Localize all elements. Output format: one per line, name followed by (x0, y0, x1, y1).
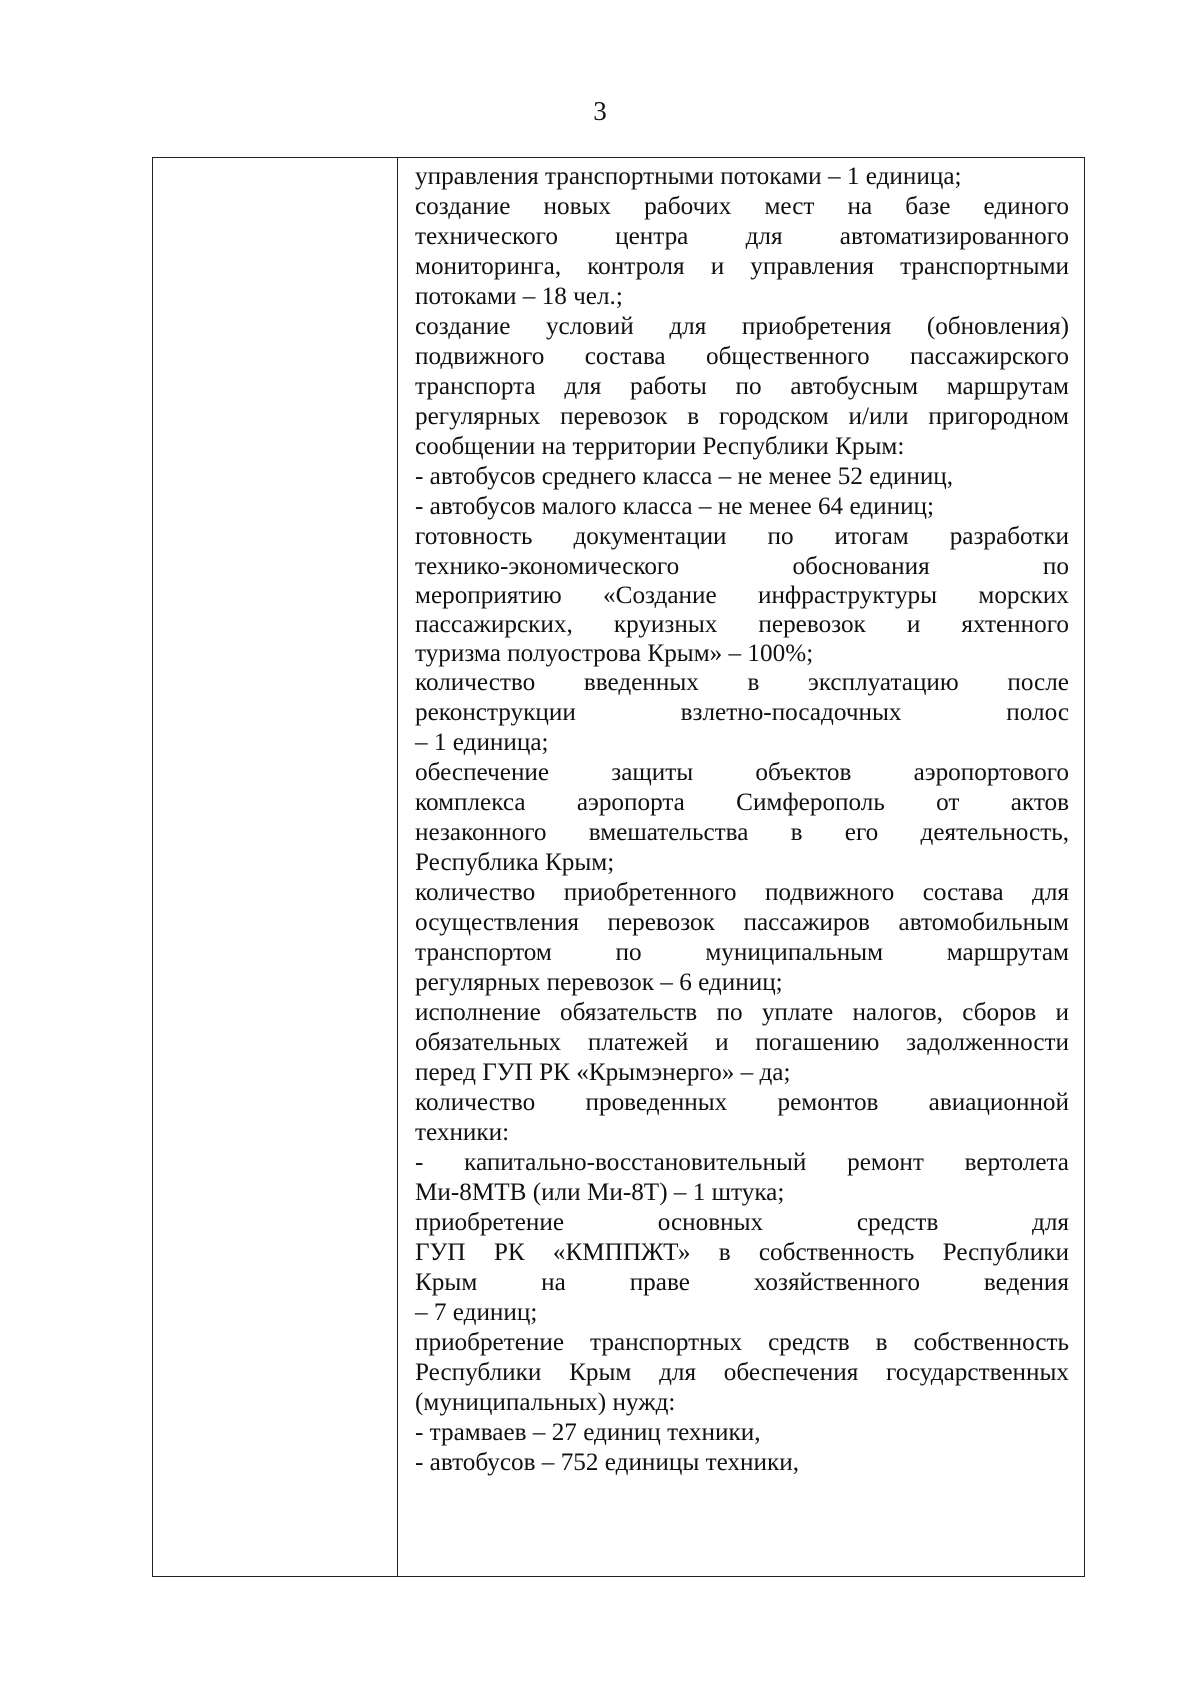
page-number: 3 (593, 96, 607, 126)
text-line: сообщении на территории Республики Крым: (415, 433, 905, 460)
text-line: комплекса аэропорта Симферополь от актов (415, 789, 1069, 816)
text-line: исполнение обязательств по уплате налогов, сборов и (415, 999, 1069, 1026)
text-line: мероприятию «Создание инфраструктуры морских (415, 582, 1069, 609)
text-line: транспорта для работы по автобусным маршрутам (415, 373, 1069, 400)
text-line: пассажирских, круизных перевозок и яхтенного (415, 611, 1069, 638)
text-line: технико-экономического обоснования по (415, 553, 1069, 580)
text-line: - автобусов – 752 единицы техники, (415, 1449, 799, 1476)
text-line: регулярных перевозок в городском и/или пригородном (415, 403, 1069, 430)
text-line: - трамваев – 27 единиц техники, (415, 1419, 761, 1446)
text-line: Республика Крым; (415, 849, 615, 876)
text-line: транспортом по муниципальным маршрутам (415, 939, 1069, 966)
text-line: управления транспортными потоками – 1 единица; (415, 163, 962, 190)
text-line: - капитально-восстановительный ремонт вертолета (415, 1149, 1069, 1176)
text-line: (муниципальных) нужд: (415, 1389, 676, 1416)
text-line: потоками – 18 чел.; (415, 283, 623, 310)
text-line: создание новых рабочих мест на базе единого (415, 193, 1069, 220)
text-line: регулярных перевозок – 6 единиц; (415, 969, 783, 996)
text-line: ГУП РК «КМППЖТ» в собственность Республики (415, 1239, 1069, 1266)
text-line: реконструкции взлетно-посадочных полос (415, 699, 1069, 726)
table-left-cell (153, 158, 397, 1576)
text-line: технического центра для автоматизированного (415, 223, 1069, 250)
text-line: техники: (415, 1119, 510, 1146)
text-line: осуществления перевозок пассажиров автомобильным (415, 909, 1069, 936)
text-line: приобретение транспортных средств в собственность (415, 1329, 1069, 1356)
text-line: - автобусов среднего класса – не менее 52 единиц, (415, 463, 954, 490)
text-line: создание условий для приобретения (обновления) (415, 313, 1069, 340)
indicators-table (152, 157, 1085, 1577)
column-divider (397, 158, 398, 1576)
text-line: обязательных платежей и погашению задолженности (415, 1029, 1069, 1056)
text-line: Ми-8МТВ (или Ми-8Т) – 1 штука; (415, 1179, 785, 1206)
text-line: – 1 единица; (415, 729, 549, 756)
text-line: Республики Крым для обеспечения государственных (415, 1359, 1069, 1386)
text-line: готовность документации по итогам разработки (415, 523, 1069, 550)
table-right-cell (415, 162, 1069, 1478)
text-line: количество проведенных ремонтов авиационной (415, 1089, 1069, 1116)
text-line: незаконного вмешательства в его деятельность, (415, 819, 1069, 846)
text-line: подвижного состава общественного пассажирского (415, 343, 1069, 370)
text-line: обеспечение защиты объектов аэропортового (415, 759, 1069, 786)
text-line: перед ГУП РК «Крымэнерго» – да; (415, 1059, 791, 1086)
text-line: количество приобретенного подвижного состава для (415, 879, 1069, 906)
text-line: количество введенных в эксплуатацию после (415, 669, 1069, 696)
text-line: туризма полуострова Крым» – 100%; (415, 640, 814, 667)
text-line: – 7 единиц; (415, 1299, 538, 1326)
text-line: мониторинга, контроля и управления транспортными (415, 253, 1069, 280)
text-line: Крым на праве хозяйственного ведения (415, 1269, 1069, 1296)
text-line: - автобусов малого класса – не менее 64 единиц; (415, 493, 935, 520)
text-line: приобретение основных средств для (415, 1209, 1069, 1236)
